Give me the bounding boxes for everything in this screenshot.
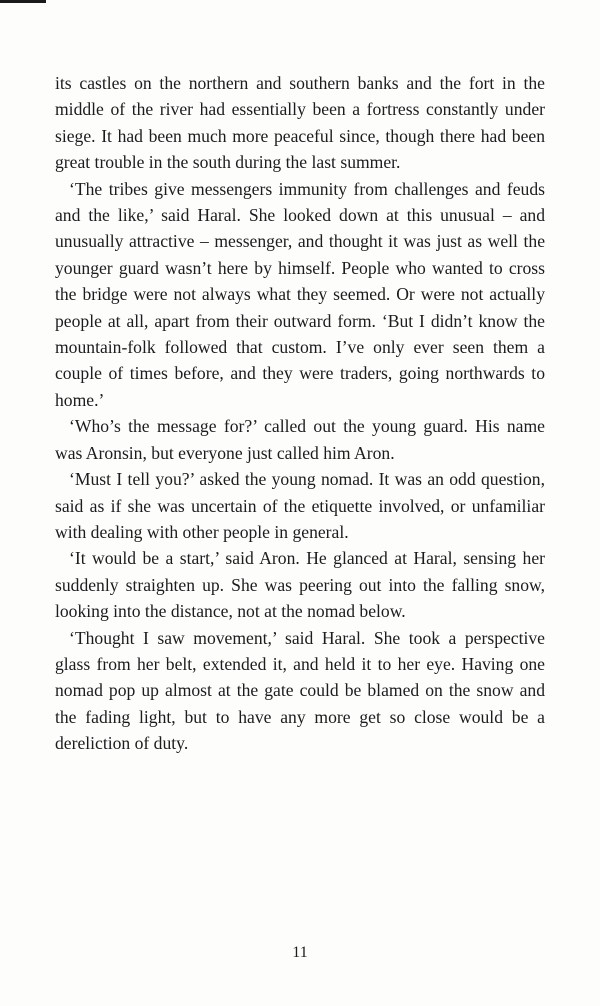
paragraph-5: ‘It would be a start,’ said Aron. He glanced at Haral, sensing her suddenly straighten up. She was peering out into the falling snow, looking into the distance, not at the nomad below.	[55, 548, 545, 622]
page-number: 11	[292, 944, 308, 961]
paragraph-2: ‘The tribes give messengers immunity from challenges and feuds and the like,’ said Haral. She looked down at this unusual – and unusually attractive – messenger, and thought it was just as well the younger guard wasn’t here by himself. People who wanted to cross the bridge were not always what they seemed. Or were not actually people at all, apart from their outward form. ‘But I didn’t know the mountain-folk followed that custom. I’ve only ever seen them a couple of times before, and they were traders, going northwards to home.’	[55, 178, 545, 410]
body-text	[55, 70, 545, 757]
paragraph-6: ‘Thought I saw movement,’ said Haral. She took a perspective glass from her belt, extended it, and held it to her eye. Having one nomad pop up almost at the gate could be blamed on the snow and the fading light, but to have any more get so close would be a dereliction of duty.	[55, 627, 545, 754]
paragraph-3: ‘Who’s the message for?’ called out the young guard. His name was Aronsin, but everyone just called him Aron.	[55, 416, 545, 463]
paragraph-4: ‘Must I tell you?’ asked the young nomad. It was an odd question, said as if she was uncertain of the etiquette involved, or unfamiliar with dealing with other people in general.	[55, 469, 545, 542]
paragraph-1: its castles on the northern and southern banks and the fort in the middle of the river had essentially been a fortress constantly under siege. It had been much more peaceful since, though there had been great trouble in the south during the last summer.	[55, 73, 545, 173]
top-edge-rule	[0, 0, 46, 3]
